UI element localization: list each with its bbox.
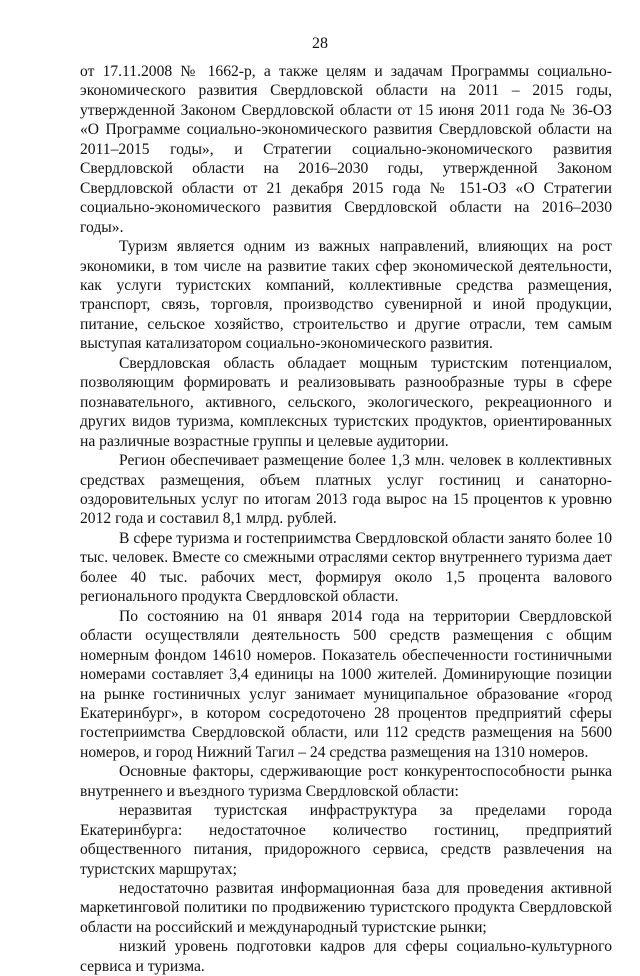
list-item-staff-training: низкий уровень подготовки кадров для сферы социально-культурного сервиса и туризма. bbox=[80, 938, 612, 975]
document-body bbox=[80, 62, 612, 976]
paragraph-tourism-potential: Свердловская область обладает мощным туристским потенциалом, позволяющим формировать и реализовывать разнообразные туры в сфере познавательного, активного, сельского, экологического, рекреационного и других видов туризма, комплексных туристских продуктов, ориентированных на различные возрастные группы и целевые аудитории. bbox=[80, 354, 612, 450]
page-number: 28 bbox=[312, 35, 328, 52]
paragraph-tourism-importance: Туризм является одним из важных направлений, влияющих на рост экономики, в том числе на развитие таких сфер экономической деятельности, как услуги туристских компаний, коллективные средства размещения, транспорт, связь, торговля, производство сувенирной и иной продукции, питание, сельское хозяйство, строительство и другие отрасли, тем самым выступая катализатором социально-экономического развития. bbox=[80, 238, 612, 353]
paragraph-constraining-factors: Основные факторы, сдерживающие рост конкурентоспособности рынка внутреннего и въездного туризма Свердловской области: bbox=[80, 763, 612, 800]
list-item-infrastructure: неразвитая туристская инфраструктура за пределами города Екатеринбурга: недостаточное количество гостиниц, предприятий общественного питания, придорожного сервиса, средств развлечения на туристских маршрутах; bbox=[80, 802, 612, 878]
paragraph-continuation: от 17.11.2008 № 1662-р, а также целям и задачам Программы социально-экономического развития Свердловской области на 2011 – 2015 годы, утвержденной Законом Свердловской области от 15 июня 2011 года № 36-ОЗ «О Программе социально-экономического развития Свердловской области на 2011–2015 годы», и Стратегии социально-экономического развития Свердловской области на 2016–2030 годы, утвержденной Законом Свердловской области от 21 декабря 2015 года № 151-ОЗ «О Стратегии социально-экономического развития Свердловской области на 2016–2030 годы». bbox=[80, 63, 612, 236]
paragraph-hotel-stock: По состоянию на 01 января 2014 года на территории Свердловской области осуществляли деятельность 500 средств размещения с общим номерным фондом 14610 номеров. Показатель обеспеченности гостиничными номерами составляет 3,4 единицы на 1000 жителей. Доминирующие позиции на рынке гостиничных услуг занимает муниципальное образование «город Екатеринбург», в котором сосредоточено 28 процентов предприятий сферы гостеприимства Свердловской области, или 112 средств размещения на 5600 номеров, и город Нижний Тагил – 24 средства размещения на 1310 номеров. bbox=[80, 607, 612, 761]
paragraph-accommodation-volume: Регион обеспечивает размещение более 1,3 млн. человек в коллективных средствах размещения, объем платных услуг гостиниц и санаторно-оздоровительных услуг по итогам 2013 года вырос на 15 процентов к уровню 2012 года и составил 8,1 млрд. рублей. bbox=[80, 452, 612, 528]
list-item-information-base: недостаточно развитая информационная база для проведения активной маркетинговой политики по продвижению туристского продукта Свердловской области на российский и международный туристские рынки; bbox=[80, 880, 612, 936]
paragraph-employment: В сфере туризма и гостеприимства Свердловской области занято более 10 тыс. человек. Вместе со смежными отраслями сектор внутреннего туризма дает более 40 тыс. рабочих мест, формируя около 1,5 процента валового регионального продукта Свердловской области. bbox=[80, 529, 612, 606]
